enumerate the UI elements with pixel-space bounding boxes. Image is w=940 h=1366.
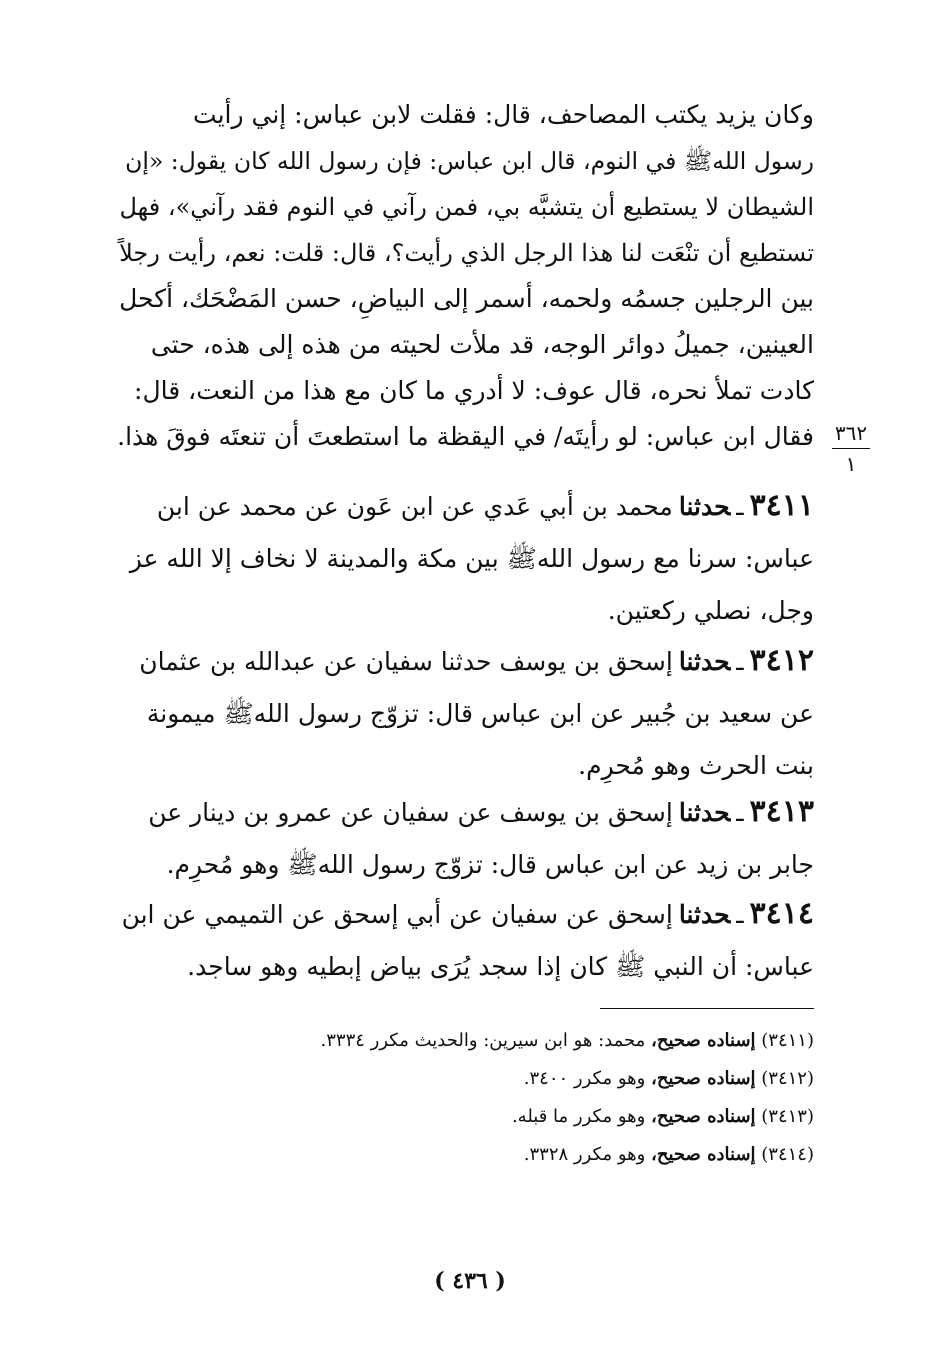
- hadith-number: ٣٤١١: [749, 488, 814, 523]
- hadith-dash: ـ: [736, 798, 744, 827]
- hadith-3411: [112, 480, 814, 637]
- footnote-note: وهو مكرر ٣٣٢٨.: [523, 1144, 646, 1165]
- hadith-text: إسحق بن يوسف عن سفيان عن عمرو بن دينار عن جابر بن زيد عن ابن عباس قال: تزوّج رسول اللهﷺ وهو مُحرِم.: [148, 798, 814, 879]
- hadith-number: ٣٤١٢: [749, 643, 814, 678]
- footnote-3413: [112, 1098, 814, 1136]
- footnote-note: وهو مكرر ٣٤٠٠.: [523, 1068, 646, 1089]
- hadith-number: ٣٤١٤: [749, 896, 814, 931]
- hadith-dash: ـ: [736, 647, 744, 676]
- hadith-3414: [112, 888, 814, 993]
- hadith-lead: حدثنا: [678, 798, 731, 827]
- footnote-grade: إسناده صحيح،: [651, 1030, 756, 1051]
- text-line: رسول اللهﷺ في النوم، قال ابن عباس: فإن رسول الله كان يقول: «إن: [125, 147, 814, 175]
- footnote-note: محمد: هو ابن سيرين: والحديث مكرر ٣٣٣٤.: [320, 1030, 646, 1051]
- text-line: وكان يزيد يكتب المصاحف، قال: فقلت لابن عباس: إني رأيت: [193, 100, 814, 129]
- text-line: الشيطان لا يستطيع أن يتشبَّه بي، فمن رآني في النوم فقد رآني»، فهل: [119, 193, 814, 221]
- hadith-3413: [112, 786, 814, 891]
- hadith-text: إسحق عن سفيان عن أبي إسحق عن التميمي عن ابن عباس: أن النبي ﷺ كان إذا سجد يُرَى بياض إبطيه وهو ساجد.: [121, 900, 814, 981]
- hadith-3412: [112, 635, 814, 792]
- footnote-grade: إسناده صحيح،: [651, 1106, 756, 1127]
- hadith-lead: حدثنا: [678, 647, 731, 676]
- hadith-dash: ـ: [736, 900, 744, 929]
- text-line: العينين، جميلُ دوائر الوجه، قد ملأت لحيته من هذه إلى هذه، حتى: [150, 330, 814, 359]
- margin-reference: [828, 420, 874, 477]
- footnote-grade: إسناده صحيح،: [651, 1068, 756, 1089]
- footnote-grade: إسناده صحيح،: [651, 1144, 756, 1165]
- footnote-3412: [112, 1060, 814, 1098]
- hadith-lead: حدثنا: [678, 492, 731, 521]
- margin-ref-divider: [832, 448, 870, 449]
- text-line: كادت تملأ نحره، قال عوف: لا أدري ما كان مع هذا من النعت، قال:: [134, 376, 814, 405]
- footnote-note: وهو مكرر ما قبله.: [511, 1106, 646, 1127]
- footnote-ref: (٣٤١٤): [761, 1144, 814, 1165]
- footnote-3414: [112, 1136, 814, 1174]
- text-line: فقال ابن عباس: لو رأيتَه/ في اليقظة ما استطعتَ أن تنعتَه فوقَ هذا.: [117, 422, 814, 451]
- hadith-text: محمد بن أبي عَدي عن ابن عَون عن محمد عن ابن عباس: سرنا مع رسول اللهﷺ بين مكة والمدينة لا نخاف إلا الله عز وجل، نصلي ركعتين.: [129, 492, 814, 625]
- hadith-dash: ـ: [736, 492, 744, 521]
- text-line: تستطيع أن تنْعَت لنا هذا الرجل الذي رأيت؟، قال: قلت: نعم، رأيت رجلاً: [119, 239, 814, 267]
- hadith-text: إسحق بن يوسف حدثنا سفيان عن عبدالله بن عثمان عن سعيد بن جُبير عن ابن عباس قال: تزوّج رسول اللهﷺ ميمونة بنت الحرث وهو مُحرِم.: [139, 647, 814, 780]
- text-line: بين الرجلين جسمُه ولحمه، أسمر إلى البياضِ، حسن المَضْحَك، أكحل: [119, 284, 814, 313]
- page-number: ( ٤٣٦ ): [434, 1268, 506, 1294]
- footnote-3411: [112, 1022, 814, 1060]
- footnote-ref: (٣٤١١): [761, 1030, 814, 1051]
- footnote-ref: (٣٤١٢): [761, 1068, 814, 1089]
- hadith-lead: حدثنا: [678, 900, 731, 929]
- hadith-number: ٣٤١٣: [749, 794, 814, 829]
- footnotes: [112, 1022, 814, 1174]
- footnote-divider: [600, 1008, 814, 1009]
- footnote-ref: (٣٤١٣): [761, 1106, 814, 1127]
- margin-ref-volume: ٣٦٢: [834, 421, 868, 445]
- intro-paragraph: [112, 92, 814, 460]
- margin-ref-part: ١: [845, 452, 857, 476]
